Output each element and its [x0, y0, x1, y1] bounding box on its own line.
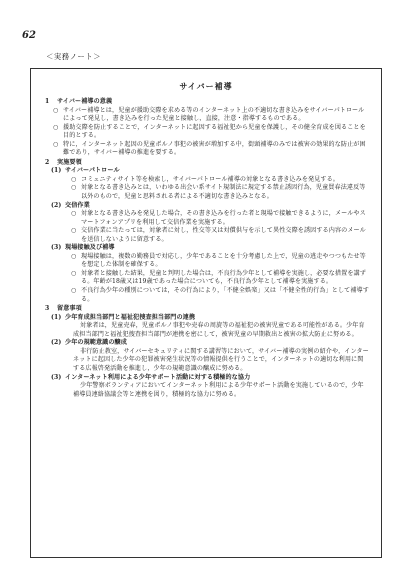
subsection-2-3-heading: [45, 244, 369, 253]
item-text: 特に，インターネット起因の児童ポルノ事犯の被害が増加する中，街頭補導のみでは被害の効果的な防止が困難であり，サイバー補導の推進を要する。: [63, 140, 366, 157]
circle-bullet-icon: ○: [71, 252, 77, 260]
subsection-title: インターネット利用による少年サポート活動に対する積極的な協力: [65, 373, 251, 381]
circle-bullet-icon: ○: [71, 269, 77, 277]
subsection-3-1-body: 対象者は，児童売春，児童ポルノ事犯や売春の周旋等の福祉犯の被害児童である可能性がある。少年育成担当部門と福祉犯捜査担当部門が連携を密にして，被害児童の早期救出と被害の拡大防止に努める。: [73, 322, 365, 338]
subsection-title: サイバーパトロール: [65, 167, 120, 175]
circle-bullet-icon: ○: [71, 184, 77, 192]
circle-bullet-icon: ○: [71, 227, 77, 235]
practice-note-label: ＜実務ノート＞: [46, 52, 102, 61]
subsection-number: (3): [51, 373, 62, 381]
circle-bullet-icon: ○: [53, 140, 59, 148]
section-1-item-3: [45, 141, 369, 158]
item-text: 対象となる書き込みを発見した場合，その書き込みを行った者と現場で接触できるように，メールやスマートフォンアプリを利用して交信作業を実施する。: [81, 210, 366, 226]
subsection-2-2-heading: [45, 202, 369, 211]
subsection-2-3-item-1: [45, 253, 369, 270]
item-text: サイバー補導とは，児童が援助交際を求める等のインターネット上の不適切な書き込みをサイバーパトロールによって発見し，書き込みを行った児童と接触し，直接，注意・指導するものである。: [63, 106, 365, 123]
item-text: コミュニティサイト等を検索し，サイバーパトロール補導の対象となる書き込みを発見する。: [81, 175, 340, 183]
subsection-number: (1): [51, 167, 62, 175]
item-text: 交信作業に当たっては，対象者に対し，性交等又は対償供与を示して異性交際を誘因する内容のメールを送信しないように留意する。: [81, 227, 366, 243]
section-1-item-1: [45, 107, 369, 124]
subsection-2-3-item-2: [45, 270, 369, 287]
circle-bullet-icon: ○: [71, 175, 77, 183]
section-number: 3: [45, 305, 50, 313]
section-1-heading: [45, 98, 369, 107]
subsection-2-1-item-2: [45, 184, 369, 201]
circle-bullet-icon: ○: [53, 106, 59, 114]
circle-bullet-icon: ○: [71, 210, 77, 218]
subsection-number: (2): [51, 339, 62, 347]
item-text: 現場接触は，複数の勤務員で対応し，少年であることを十分考慮した上で，児童の逃走やつつもたせ等を想定した体制を確保する。: [81, 252, 366, 269]
circle-bullet-icon: ○: [71, 287, 77, 295]
item-text: 対象となる書き込みとは，いわゆる出会い系サイト規制法に規定する禁止誘因行為，児童買春法違反等以外のもので，児童と思料される者による不適切な書き込みとなる。: [81, 184, 366, 201]
section-number: 2: [45, 158, 50, 166]
document-title: サイバー補導: [179, 81, 233, 91]
subsection-2-2-item-2: [45, 227, 369, 244]
section-title: 実施要領: [57, 158, 82, 166]
subsection-2-2-item-1: [45, 210, 369, 227]
section-title: 留意事項: [57, 305, 82, 313]
subsection-number: (3): [51, 244, 62, 252]
document-body: [45, 97, 369, 399]
subsection-3-1-heading: [45, 314, 369, 323]
document-frame: [30, 68, 382, 558]
item-text: 対象者と接触した結果，児童と判明した場合は，不良行為少年として補導を実施し，必要な措置を講ずる。年齢が18歳又は19歳であった場合についても，不良行為少年として補導を実施する。: [81, 269, 366, 286]
circle-bullet-icon: ○: [53, 123, 59, 131]
subsection-2-3-item-3: [45, 287, 369, 304]
subsection-2-1-heading: [45, 167, 369, 176]
subsection-title: 交信作業: [65, 201, 90, 209]
section-number: 1: [45, 98, 50, 105]
section-3-heading: [45, 305, 369, 314]
subsection-number: (2): [51, 201, 62, 209]
item-text: 援助交際を防止することで，インターネットに起因する福祉犯から児童を保護し，その健全育成を図ることを目的とする。: [63, 123, 366, 140]
subsection-title: 現場接触及び補導: [65, 244, 115, 252]
subsection-3-2-heading: [45, 339, 369, 348]
subsection-number: (1): [51, 313, 62, 321]
subsection-title: 少年育成担当部門と福祉犯捜査担当部門の連携: [65, 313, 196, 321]
section-1-item-2: [45, 124, 369, 141]
subsection-3-2-body: 非行防止教室，サイバーセキュリティに関する講習等において，サイバー補導の実例の紹介や，インターネットに起因した少年の犯罪被害発生状況等の情報提供を行うことで，インターネットの適切な利用に関する広報啓発活動を推進し，少年の規範意識の醸成に努める。: [73, 347, 369, 372]
page-number: 62: [22, 30, 36, 41]
subsection-3-3-heading: [45, 374, 369, 383]
item-text: 不良行為少年の種別については，その行為により，「不健全娯楽」又は「不健全性的行為」として補導する。: [81, 287, 369, 303]
subsection-title: 少年の規範意識の醸成: [65, 339, 127, 347]
section-title: サイバー補導の意義: [57, 98, 113, 105]
subsection-3-3-body: 少年警察ボランティアにおいてインターネット利用による少年サポート活動を実施しているので，少年補導員連絡協議会等と連携を図り，積極的な協力に努める。: [73, 382, 364, 398]
